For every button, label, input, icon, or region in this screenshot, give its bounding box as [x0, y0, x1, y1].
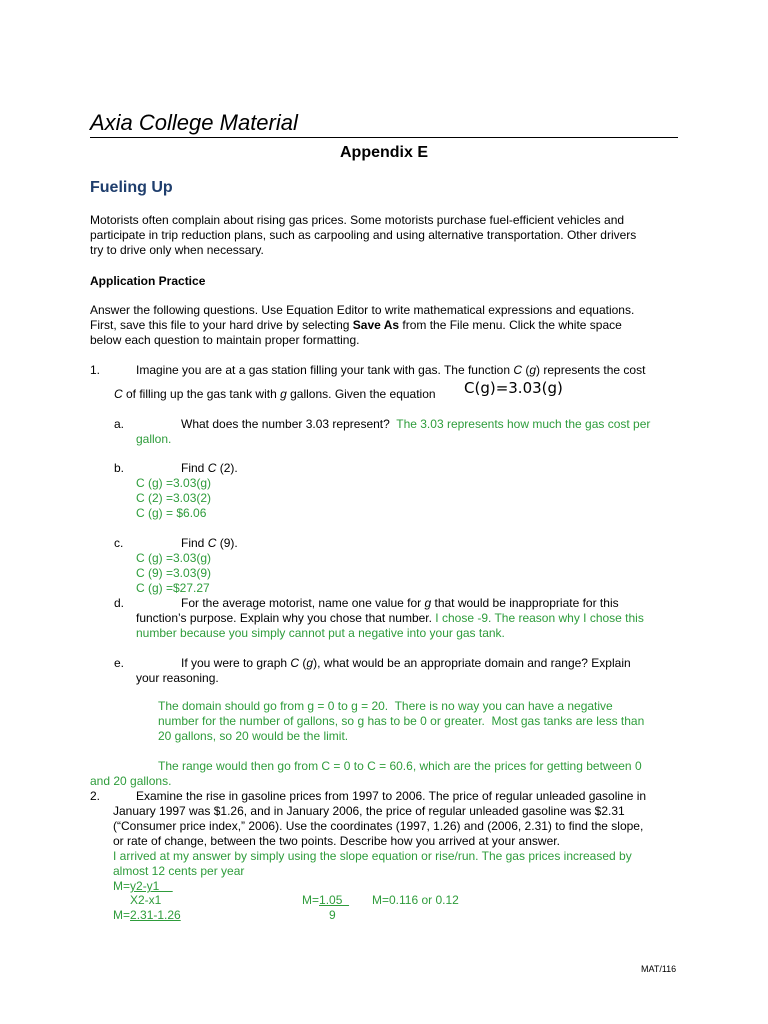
question-2-answer: I arrived at my answer by simply using the slope equation or rise/run. The gas prices increased by: [113, 849, 632, 863]
part-c-question: [181, 536, 238, 551]
var-g: g: [529, 363, 537, 377]
cost-equation: C(g)=3.03(g): [464, 379, 563, 397]
part-e-range-answer: The range would then go from C = 0 to C = 60.6, which are the prices for getting between 0: [158, 759, 642, 773]
part-a-answer: The 3.03 represents how much the gas cost per: [396, 417, 651, 431]
q1-text: Imagine you are at a gas station filling your tank with gas. The function: [136, 363, 514, 377]
part-b-question-text: (2).: [216, 461, 238, 475]
part-d-question-text: function’s purpose. Explain why you chose that number.: [136, 611, 436, 625]
part-b-work-line: C (2) =3.03(2): [136, 491, 212, 505]
question-2-number: 2.: [90, 789, 101, 803]
part-d-letter: d.: [114, 596, 125, 610]
part-b-work-line: C (g) = $6.06: [136, 506, 207, 520]
header-rule: [90, 137, 678, 138]
var-c: C: [290, 656, 300, 670]
instructions-line: [90, 318, 680, 333]
question-2-line: (“Consumer price index,” 2006). Use the coordinates (1997, 1.26) and (2006, 2.31) to find the slope,: [113, 819, 644, 833]
part-d-question-text: that would be inappropriate for this: [431, 596, 619, 610]
part-e-range-answer: and 20 gallons.: [90, 774, 172, 788]
slope-formula-denominator: X2-x1: [130, 893, 162, 907]
part-a-question-text: What does the number 3.03 represent?: [181, 417, 390, 431]
part-b-work-line: C (g) =3.03(g): [136, 476, 212, 490]
section-title: Fueling Up: [90, 179, 173, 196]
part-e-answer: 20 gallons, so 20 would be the limit.: [158, 729, 349, 743]
q1-text: (: [522, 363, 530, 377]
part-e-answer: number for the number of gallons, so g has to be 0 or greater. Most gas tanks are less than: [158, 714, 645, 728]
question-1-line: [114, 387, 436, 402]
slope-rise-value: 1.05: [319, 893, 350, 907]
footer-course-code: MAT/116: [641, 964, 677, 974]
question-2-line: or rate of change, between the two points. Describe how you arrived at your answer.: [113, 834, 560, 848]
var-c: C: [207, 536, 217, 550]
intro-paragraph: [90, 213, 680, 258]
var-c: C: [513, 363, 522, 377]
part-d-answer: number because you simply cannot put a negative into your gas tank.: [136, 626, 505, 640]
part-b-question: [181, 461, 238, 476]
question-1-line: [136, 363, 645, 378]
part-e-question: your reasoning.: [136, 671, 219, 685]
question-2-line: January 1997 was $1.26, and in January 2006, the price of regular unleaded gasoline was $2.31: [113, 804, 625, 818]
part-b-letter: b.: [114, 461, 125, 475]
question-1-number: 1.: [90, 363, 101, 377]
save-as-term: Save As: [352, 318, 400, 332]
part-e-question-text: If you were to graph: [181, 656, 291, 670]
instructions-text: from the File menu. Click the white space: [399, 318, 622, 332]
var-g: g: [424, 596, 432, 610]
part-d-question: [181, 596, 619, 611]
slope-m: M=: [302, 893, 320, 907]
slope-run-value: 9: [329, 908, 336, 922]
part-e-letter: e.: [114, 656, 125, 670]
part-d-question-text: For the average motorist, name one value for: [181, 596, 425, 610]
intro-line: try to drive only when necessary.: [90, 243, 264, 257]
q1-text: ) represents the cost: [536, 363, 646, 377]
part-c-letter: c.: [114, 536, 124, 550]
part-e-question-text: ), what would be an appropriate domain and range? Explain: [313, 656, 631, 670]
q1-text: of filling up the gas tank with: [122, 387, 281, 401]
instructions-line: below each question to maintain proper formatting.: [90, 333, 360, 347]
var-c: C: [207, 461, 217, 475]
part-e-question-text: (: [299, 656, 307, 670]
part-a-answer: gallon.: [136, 432, 172, 446]
part-d-answer: I chose -9. The reason why I chose this: [435, 611, 644, 625]
question-2-answer: almost 12 cents per year: [113, 864, 245, 878]
slope-result: M=0.116 or 0.12: [372, 893, 459, 907]
var-c: C: [114, 387, 123, 401]
slope-numerator: y2-y1: [130, 879, 173, 893]
slope-m: M=: [113, 879, 131, 893]
instructions-line: Answer the following questions. Use Equation Editor to write mathematical expressions and equations.: [90, 303, 635, 317]
part-e-answer: The domain should go from g = 0 to g = 20. There is no way you can have a negative: [158, 699, 613, 713]
slope-substitution-numerator: 2.31-1.26: [130, 908, 181, 922]
appendix-title: Appendix E: [339, 144, 428, 161]
instructions-paragraph: [90, 303, 680, 348]
var-g: g: [306, 656, 314, 670]
practice-heading: Application Practice: [90, 274, 206, 288]
part-c-work-line: C (g) =3.03(g): [136, 551, 212, 565]
part-d-question: [136, 611, 644, 626]
part-c-question-text: Find: [181, 536, 208, 550]
question-2-line: Examine the rise in gasoline prices from 1997 to 2006. The price of regular unleaded gasoline in: [136, 789, 647, 803]
part-b-question-text: Find: [181, 461, 208, 475]
intro-line: participate in trip reduction plans, such as carpooling and using alternative transportation. Other drivers: [90, 228, 637, 242]
part-a-letter: a.: [114, 417, 125, 431]
instructions-text: First, save this file to your hard drive by selecting: [90, 318, 353, 332]
part-a-question: [181, 417, 650, 432]
part-e-question: [181, 656, 631, 671]
intro-line: Motorists often complain about rising gas prices. Some motorists purchase fuel-efficient vehicles and: [90, 213, 625, 227]
q1-text: gallons. Given the equation: [286, 387, 436, 401]
slope-formula-numerator: [113, 879, 173, 894]
slope-value-fraction: [302, 893, 349, 908]
slope-substitution: [113, 908, 181, 923]
document-header: Axia College Material: [90, 110, 298, 135]
part-c-work-line: C (9) =3.03(9): [136, 566, 212, 580]
var-g: g: [280, 387, 287, 401]
slope-m: M=: [113, 908, 131, 922]
part-c-question-text: (9).: [216, 536, 238, 550]
part-c-work-line: C (g) =$27.27: [136, 581, 210, 595]
